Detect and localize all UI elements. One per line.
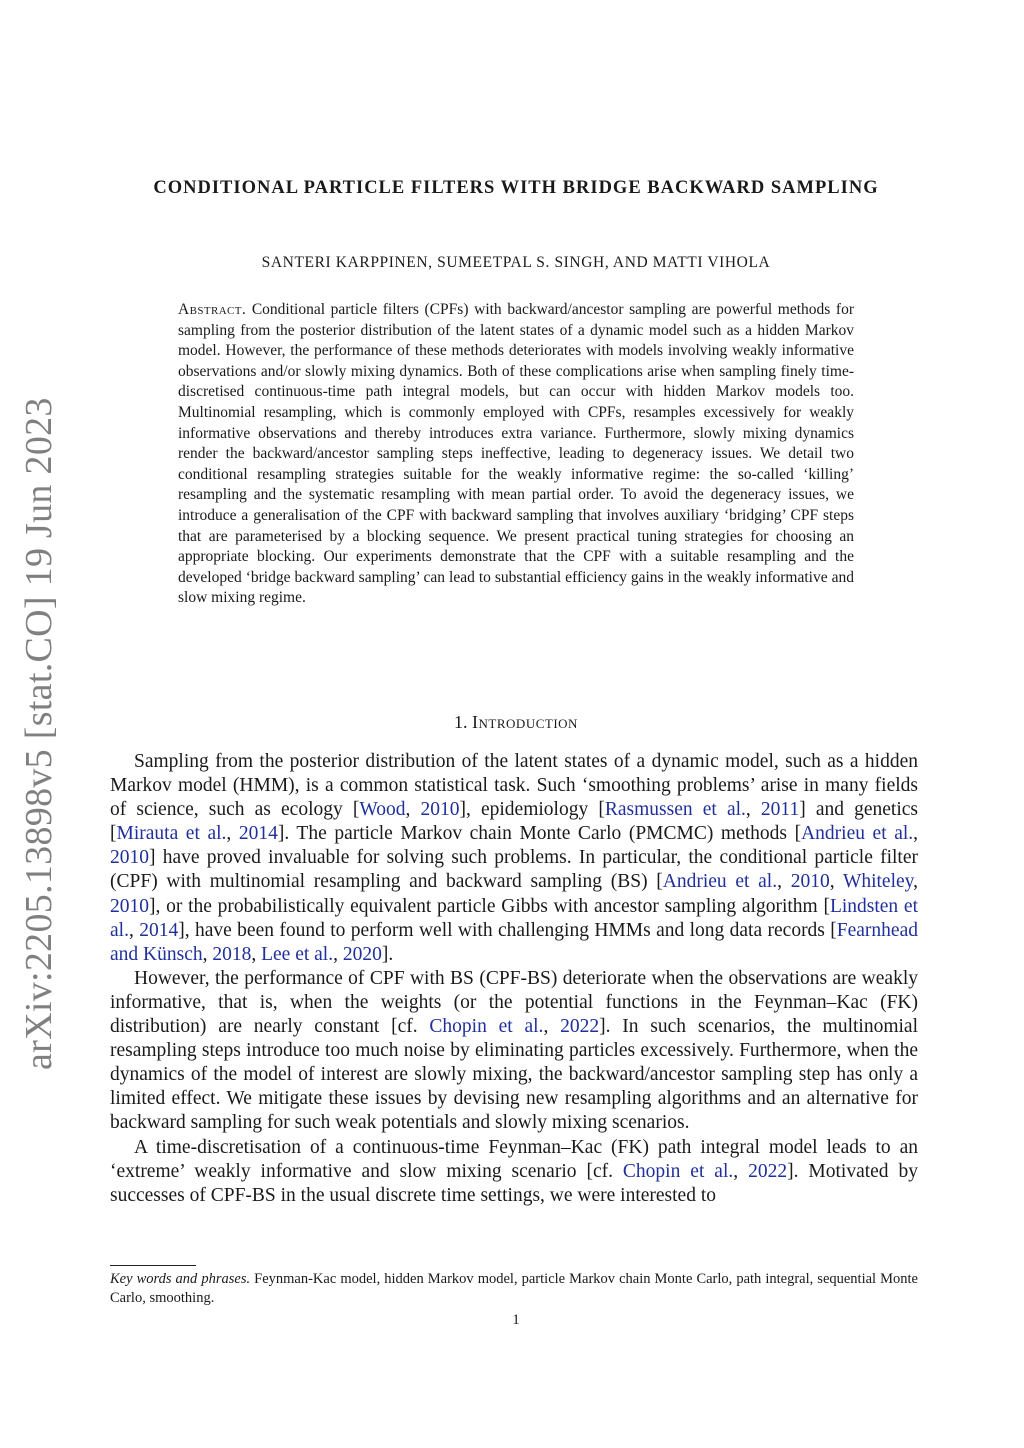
- paragraph-text: ]. The particle Markov chain Monte Carlo (PMCMC) methods [: [277, 823, 802, 845]
- paragraph-text: ,: [733, 1160, 749, 1182]
- paragraph-text: ], have been found to perform well with challenging HMMs and long data records [: [178, 919, 837, 941]
- citation-link[interactable]: Fearnhead and Künsch: [110, 919, 918, 965]
- citation-link[interactable]: 2010: [420, 799, 460, 821]
- citation-link[interactable]: 2011: [760, 799, 800, 821]
- citation-link[interactable]: 2010: [110, 847, 149, 869]
- paragraph-text: ], or the probabilistically equivalent particle Gibbs with ancestor sampling algorithm [: [149, 895, 830, 917]
- page-number: 1: [512, 1312, 520, 1328]
- paper-title: CONDITIONAL PARTICLE FILTERS WITH BRIDGE BACKWARD SAMPLING: [153, 178, 879, 198]
- footnote-rule: [110, 1265, 196, 1266]
- citation-link[interactable]: Chopin et al.: [622, 1160, 734, 1182]
- paragraph-text: ,: [913, 871, 919, 893]
- footnote-text: Feynman-Kac model, hidden Markov model, particle Markov chain Monte Carlo, path integral, sequential Monte Carlo, smoothing.: [110, 1271, 918, 1306]
- citation-link[interactable]: 2010: [110, 895, 149, 917]
- citation-link[interactable]: Lindsten et al.: [110, 895, 918, 941]
- paragraph-text: ,: [202, 943, 213, 965]
- paragraph-text: However, the performance of CPF with BS (CPF-BS) deteriorate when the observations are weakly informative, that is, when the weights (or the potential functions in the Feynman–Kac (FK) distribution) are nearly constant [cf.: [110, 967, 918, 1038]
- paragraph-text: ,: [913, 823, 919, 845]
- citation-link[interactable]: 2014: [238, 823, 278, 845]
- footnote: [110, 1270, 918, 1308]
- paragraph-text: ] and genetics [: [110, 799, 919, 845]
- citation-link[interactable]: 2010: [790, 871, 830, 893]
- paragraph: [110, 1136, 918, 1208]
- abstract: [178, 300, 854, 609]
- paragraph-text: ] have proved invaluable for solving such problems. In particular, the conditional particle filter (CPF) with multinomial resampling and backward sampling (BS) [: [110, 847, 918, 893]
- paragraph: [110, 750, 918, 967]
- paragraph-text: ,: [777, 871, 791, 893]
- paragraph-text: ]. Motivated by successes of CPF-BS in the usual discrete time settings, we were interested to: [110, 1160, 919, 1206]
- citation-link[interactable]: Rasmussen et al.: [604, 799, 746, 821]
- paragraph-text: ].: [381, 943, 394, 965]
- citation-link[interactable]: 2020: [342, 943, 382, 965]
- citation-link[interactable]: Chopin et al.: [429, 1016, 544, 1038]
- section-number: 1.: [454, 712, 468, 732]
- citation-link[interactable]: Lee et al.: [261, 943, 334, 965]
- citation-link[interactable]: Wood: [359, 799, 406, 821]
- body-text: [110, 750, 918, 1208]
- section-heading: [110, 712, 922, 733]
- paragraph-text: A time-discretisation of a continuous-time Feynman–Kac (FK) path integral model leads to an ‘extreme’ weakly informative and slow mixing scenario [cf.: [110, 1136, 918, 1182]
- abstract-text: Conditional particle filters (CPFs) with backward/ancestor sampling are powerful methods for sampling from the posterior distribution of the latent states of a dynamic model such as a hidden Markov model. However, the performance of these methods deteriorates with models involving weakly informative observations and/or slowly mixing dynamics. Both of these complications arise when sampling finely time-discretised continuous-time path integral models, but can occur with hidden Markov models too. Multinomial resampling, which is commonly employed with CPFs, resamples excessively for weakly informative observations and thereby introduces extra variance. Furthermore, slowly mixing dynamics render the backward/ancestor sampling steps ineffective, leading to degeneracy issues. We detail two conditional resampling strategies suitable for the weakly informative regime: the so-called ‘killing’ resampling and the systematic resampling with mean partial order. To avoid the degeneracy issues, we introduce a generalisation of the CPF with backward sampling that involves auxiliary ‘bridging’ CPF steps that are parameterised by a blocking sequence. We present practical tuning strategies for choosing an appropriate blocking. Our experiments demonstrate that the CPF with a suitable resampling and the developed ‘bridge backward sampling’ can lead to substantial efficiency gains in the weakly informative and slow mixing regime.: [178, 301, 854, 607]
- arxiv-identifier-text: arXiv:2205.13898v5 [stat.CO] 19 Jun 2023: [18, 397, 60, 1070]
- citation-link[interactable]: Andrieu et al.: [662, 871, 778, 893]
- citation-link[interactable]: Whiteley: [842, 871, 914, 893]
- abstract-label: Abstract.: [178, 301, 247, 318]
- paragraph-text: ,: [829, 871, 843, 893]
- section-title: Introduction: [472, 712, 578, 732]
- paragraph-text: ,: [405, 799, 421, 821]
- paragraph-text: ], epidemiology [: [459, 799, 605, 821]
- citation-link[interactable]: 2022: [748, 1160, 788, 1182]
- paragraph-text: ]. In such scenarios, the multinomial resampling steps introduce too much noise by eliminating particles excessively. Furthermore, when the dynamics of the model of interest are slowly mixing, the backward/ancestor sampling step has only a limited effect. We mitigate these issues by devising new resampling algorithms and an alternative for backward sampling for such weak potentials and slowly mixing scenarios.: [110, 1016, 919, 1134]
- paragraph-text: ,: [333, 943, 343, 965]
- paragraph-text: ,: [251, 943, 262, 965]
- paragraph-text: ,: [543, 1016, 561, 1038]
- citation-link[interactable]: Mirauta et al.: [116, 823, 227, 845]
- citation-link[interactable]: Andrieu et al.: [801, 823, 914, 845]
- paragraph-text: ,: [226, 823, 239, 845]
- paper-authors: SANTERI KARPPINEN, SUMEETPAL S. SINGH, AND MATTI VIHOLA: [261, 254, 771, 271]
- footnote-label: Key words and phrases.: [110, 1271, 251, 1287]
- paragraph-text: ,: [128, 919, 140, 941]
- paragraph-text: ,: [745, 799, 761, 821]
- citation-link[interactable]: 2018: [212, 943, 252, 965]
- paragraph: [110, 967, 918, 1136]
- citation-link[interactable]: 2014: [139, 919, 179, 941]
- paragraph-text: Sampling from the posterior distribution of the latent states of a dynamic model, such as a hidden Markov model (HMM), is a common statistical task. Such ‘smoothing problems’ arise in many fields of science, such as ecology [: [110, 751, 918, 821]
- citation-link[interactable]: 2022: [560, 1016, 600, 1038]
